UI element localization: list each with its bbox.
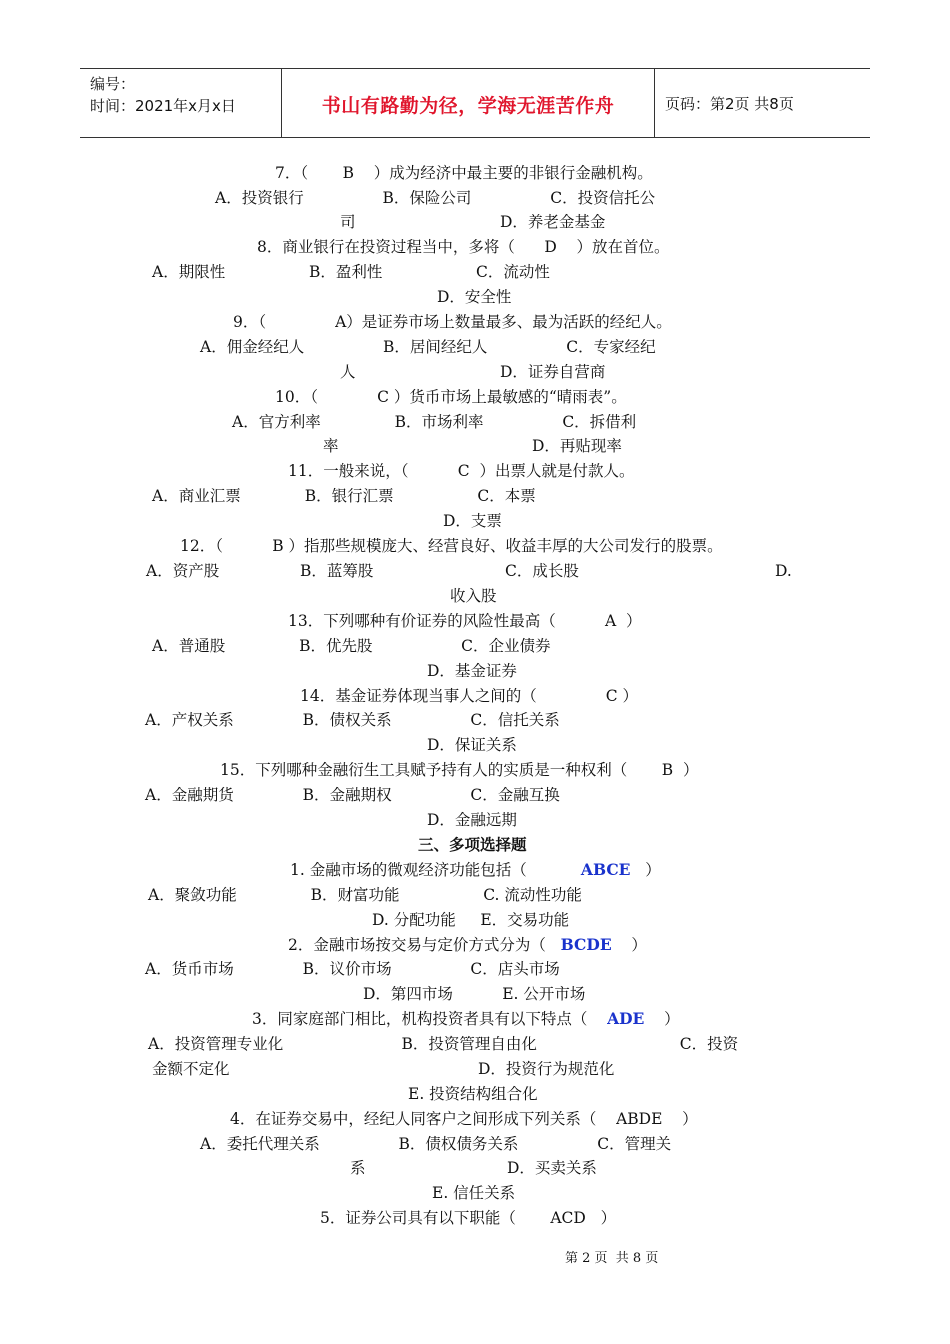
answer-key: ADE <box>607 1009 645 1028</box>
line-text: E. 投资结构组合化 <box>408 1085 538 1103</box>
line-text: A．货币市场 B．议价市场 C．店头市场 <box>145 960 560 978</box>
text-line: A．金融期货 B．金融期权 C．金融互换 <box>145 786 560 804</box>
text-line: A．佣金经纪人 B．居间经纪人 C．专家经纪 <box>200 338 656 356</box>
text-line: 11．一般来说，（ C ）出票人就是付款人。 <box>288 462 635 480</box>
text-line <box>363 984 585 1004</box>
text-line: D．基金证券 <box>427 662 517 680</box>
text-line: D．保证关系 <box>427 736 517 754</box>
line-text: E. 信任关系 <box>432 1184 516 1202</box>
answer-key: ABCE <box>580 860 631 879</box>
text-line: 7．（ B ）成为经济中最主要的非银行金融机构。 <box>275 164 653 182</box>
page-footer: 第 2 页 共 8 页 <box>565 1251 659 1266</box>
text-line: 人 <box>340 363 356 381</box>
line-text: 金额不定化 <box>152 1060 230 1078</box>
text-line: A．资产股 <box>146 562 220 580</box>
text-line <box>230 1109 698 1129</box>
line-text: ） <box>611 936 647 954</box>
text-line <box>478 1059 614 1079</box>
text-line: D．证券自营商 <box>500 363 606 381</box>
text-line: 9．（ A）是证券市场上数量最多、最为活跃的经纪人。 <box>233 313 672 331</box>
text-line: 率 <box>323 437 339 455</box>
line-text: 2．金融市场按交易与定价方式分为（ <box>288 936 561 954</box>
header-divider <box>654 69 655 137</box>
line-text: 1. 金融市场的微观经济功能包括（ <box>290 861 581 879</box>
text-line: D．金融远期 <box>427 811 517 829</box>
line-text: ） <box>630 861 661 879</box>
text-line <box>432 1183 515 1203</box>
text-line <box>152 1059 230 1079</box>
text-line <box>148 1034 738 1054</box>
text-line: 13．下列哪种有价证券的风险性最高（ A ） <box>288 612 642 630</box>
line-text: 3．同家庭部门相比，机构投资者具有以下特点（ <box>252 1010 608 1028</box>
text-line: A．期限性 B．盈利性 C．流动性 <box>152 263 550 281</box>
text-line <box>252 1009 680 1029</box>
line-text: D. 分配功能 E．交易功能 <box>372 911 570 929</box>
section-title: 三、多项选择题 <box>418 835 527 854</box>
text-line <box>372 910 569 930</box>
header-motto: 书山有路勤为径，学海无涯苦作舟 <box>321 95 615 117</box>
text-line: D. <box>775 562 792 580</box>
line-text: ） <box>644 1010 680 1028</box>
text-line: 司 <box>340 213 356 231</box>
header-table <box>80 68 870 138</box>
answer-key: BCDE <box>560 935 612 954</box>
line-text: A．投资管理专业化 B．投资管理自由化 C．投资 <box>148 1035 739 1053</box>
text-line <box>145 959 560 979</box>
doc-time: 时间：2021年x月x日 <box>90 97 236 115</box>
text-line: 收入股 <box>450 587 497 605</box>
text-line: D．支票 <box>443 512 502 530</box>
text-line <box>507 1158 597 1178</box>
header-page-number: 页码：第2页 共8页 <box>665 95 794 113</box>
text-line: A．商业汇票 B．银行汇票 C．本票 <box>152 487 536 505</box>
text-line: D．再贴现率 <box>532 437 622 455</box>
text-line: 15．下列哪种金融衍生工具赋予持有人的实质是一种权利（ B ） <box>220 761 699 779</box>
text-line <box>200 1134 671 1154</box>
line-text: 系 <box>350 1159 366 1177</box>
text-line: D．养老金基金 <box>500 213 606 231</box>
text-line: D．安全性 <box>437 288 512 306</box>
text-line <box>408 1084 538 1104</box>
text-line <box>288 935 647 955</box>
line-text: D．第四市场 E. 公开市场 <box>363 985 586 1003</box>
text-line <box>290 860 661 880</box>
text-line: A．普通股 B．优先股 C．企业债券 <box>152 637 551 655</box>
line-text: A．委托代理关系 B．债权债务关系 C．管理关 <box>200 1135 672 1153</box>
text-line: 10．（ C ）货币市场上最敏感的“晴雨表”。 <box>275 388 627 406</box>
line-text: 5．证券公司具有以下职能（ ACD ） <box>320 1209 617 1227</box>
text-line <box>320 1208 616 1228</box>
text-line: A．投资银行 B．保险公司 C．投资信托公 <box>215 189 656 207</box>
text-line <box>148 885 582 905</box>
doc-number: 编号： <box>90 75 136 93</box>
text-line: A．官方利率 B．市场利率 C．拆借利 <box>232 413 637 431</box>
text-line: C．成长股 <box>505 562 579 580</box>
text-line: 12．（ B ）指那些规模庞大、经营良好、收益丰厚的大公司发行的股票。 <box>180 537 723 555</box>
line-text: 4．在证券交易中，经纪人同客户之间形成下列关系（ ABDE ） <box>230 1110 698 1128</box>
line-text: D．投资行为规范化 <box>478 1060 615 1078</box>
text-line: B．蓝筹股 <box>300 562 374 580</box>
text-line: A．产权关系 B．债权关系 C．信托关系 <box>145 711 560 729</box>
line-text: A．聚敛功能 B．财富功能 C. 流动性功能 <box>148 886 582 904</box>
text-line: 14．基金证券体现当事人之间的（ C ） <box>300 687 638 705</box>
text-line <box>350 1158 366 1178</box>
line-text: D．买卖关系 <box>507 1159 597 1177</box>
header-meta <box>90 73 236 117</box>
text-line: 8．商业银行在投资过程当中，多将（ D ）放在首位。 <box>257 238 670 256</box>
